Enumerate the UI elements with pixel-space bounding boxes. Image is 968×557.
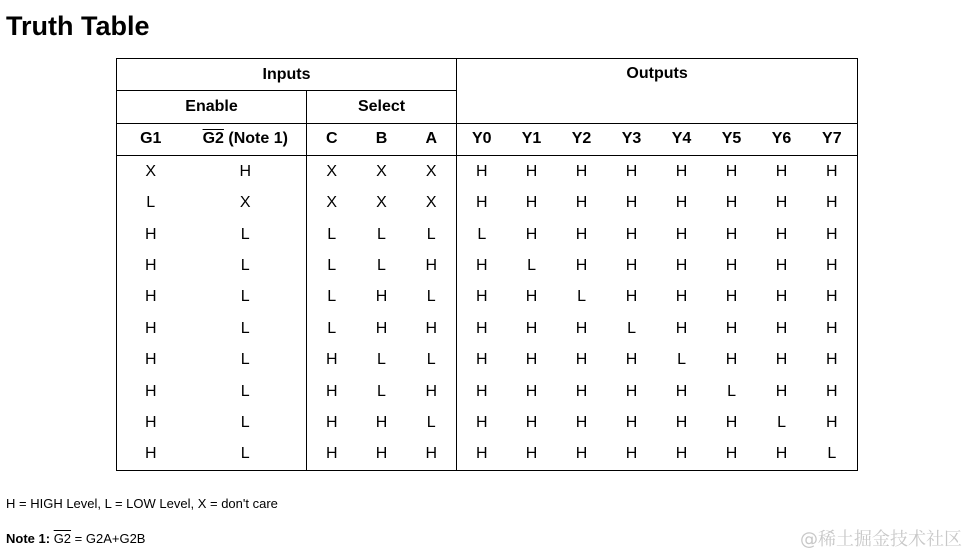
table-cell: H [575,194,588,212]
table-cell: H [375,413,388,431]
table-cell: X [185,188,307,219]
table-cell: H [725,225,738,243]
table-row [117,439,858,471]
table-cell: H [375,288,388,306]
table-cell: L [407,407,457,438]
table-row [117,282,858,313]
table-body [117,156,858,471]
outputs-header: Outputs [457,59,858,124]
table-cell: H [525,225,538,243]
table-cell: H [475,162,488,180]
table-cell: H [407,250,457,281]
note-g2-overline: G2 [53,531,72,546]
table-cell: H [625,351,638,369]
table-cell: H [375,319,388,337]
table-cell: L [727,382,736,400]
table-cell: H [775,225,788,243]
table-cell: L [327,319,337,337]
table-cell: H [775,382,788,400]
table-cell: H [144,413,157,431]
table-cell: L [327,225,337,243]
table-row [117,219,858,250]
table-cell: X [376,162,387,180]
table-cell: H [625,382,638,400]
table-cell: H [775,288,788,306]
table-cell: H [575,319,588,337]
table-cell: H [475,351,488,369]
table-cell: H [775,319,788,337]
table-cell: L [407,219,457,250]
table-cell: H [826,194,838,212]
table-cell: H [575,225,588,243]
table-cell: H [525,288,538,306]
table-cell: H [525,194,538,212]
table-cell: H [407,313,457,344]
table-cell: X [407,188,457,219]
table-row [117,250,858,281]
table-cell: L [527,257,536,275]
table-cell: H [525,162,538,180]
table-cell: H [325,382,338,400]
table-row [117,407,858,438]
table-cell: H [625,162,638,180]
table-cell: L [377,351,386,369]
table-cell: L [185,313,307,344]
table-cell: H [475,288,488,306]
table-cell: L [185,219,307,250]
table-cell: H [675,257,688,275]
table-cell: H [775,445,788,463]
table-cell: H [826,162,838,180]
note-1 [6,530,145,548]
table-cell: H [725,162,738,180]
table-cell: L [777,413,786,431]
table-cell: H [725,288,738,306]
col-y2: Y2 [557,123,607,155]
table-cell: X [145,162,157,180]
table-cell: H [525,319,538,337]
table-cell: H [775,351,788,369]
table-cell: H [675,288,688,306]
table-row [117,376,858,407]
table-cell: H [375,445,388,463]
table-cell: H [144,225,157,243]
table-row [117,313,858,344]
table-cell: H [725,413,738,431]
table-cell: L [407,282,457,313]
table-cell: H [525,413,538,431]
table-cell: L [185,250,307,281]
watermark: @稀土掘金技术社区 [800,529,962,550]
enable-header: Enable [117,91,307,123]
table-cell: H [575,413,588,431]
table-cell: H [826,225,838,243]
table-cell: L [677,351,686,369]
note-label: Note 1: [6,531,51,546]
table-cell: H [575,257,588,275]
table-cell: L [377,257,386,275]
table-cell: H [475,445,488,463]
table-row [117,188,858,219]
table-cell: L [827,445,837,463]
table-cell: L [377,382,386,400]
table-cell: H [525,445,538,463]
table-cell: H [144,351,157,369]
table-cell: X [407,156,457,188]
table-cell: H [325,413,338,431]
table-cell: L [327,257,337,275]
table-cell: H [675,162,688,180]
inputs-header: Inputs [117,59,457,91]
table-cell: H [625,413,638,431]
table-cell: H [475,257,488,275]
table-cell: H [675,413,688,431]
table-row [117,156,858,188]
table-cell: L [185,282,307,313]
truth-table [116,58,858,471]
g2-overline-label: G2 [202,130,224,148]
table-cell: H [725,257,738,275]
table-cell: H [625,257,638,275]
table-cell: H [144,288,157,306]
table-cell: H [725,194,738,212]
table-cell: H [725,445,738,463]
page-title: Truth Table [6,11,150,41]
col-y1: Y1 [507,123,557,155]
col-b: B [357,123,407,155]
col-g2 [185,123,307,155]
col-y3: Y3 [607,123,657,155]
table-cell: X [326,162,338,180]
table-cell: H [625,288,638,306]
col-y0: Y0 [457,123,507,155]
table-cell: H [325,445,338,463]
table-cell: L [377,225,386,243]
table-cell: H [775,194,788,212]
table-cell: H [144,382,157,400]
table-cell: L [327,288,337,306]
table-cell: L [407,345,457,376]
table-cell: H [775,162,788,180]
table-cell: H [826,257,838,275]
table-cell: H [525,351,538,369]
table-cell: H [775,257,788,275]
table-cell: H [625,225,638,243]
table-cell: H [575,351,588,369]
table-cell: H [575,382,588,400]
note-rest: = G2A+G2B [71,531,146,546]
table-cell: L [627,319,636,337]
g2-note-label: (Note 1) [223,130,288,148]
col-g1: G1 [117,123,185,155]
table-cell: H [575,162,588,180]
table-cell: H [675,225,688,243]
table-cell: L [185,439,307,471]
table-row [117,345,858,376]
col-y5: Y5 [707,123,757,155]
table-cell: H [675,194,688,212]
table-cell: H [826,382,838,400]
table-cell: H [475,319,488,337]
col-y4: Y4 [657,123,707,155]
table-cell: H [725,351,738,369]
table-cell: H [575,445,588,463]
table-cell: H [325,351,338,369]
col-y6: Y6 [757,123,807,155]
table-cell: H [475,194,488,212]
table-cell: L [577,288,586,306]
col-a: A [407,123,457,155]
table-cell: H [144,257,157,275]
table-cell: H [407,439,457,471]
table-cell: H [826,413,838,431]
table-cell: H [144,319,157,337]
table-cell: H [407,376,457,407]
table-cell: H [625,445,638,463]
table-cell: H [826,288,838,306]
table-cell: L [185,376,307,407]
table-cell: H [625,194,638,212]
col-c: C [307,123,357,155]
col-y7: Y7 [807,123,858,155]
table-cell: H [475,413,488,431]
table-cell: H [185,156,307,188]
table-cell: L [477,225,487,243]
table-cell: H [675,382,688,400]
table-cell: H [475,382,488,400]
table-cell: H [144,445,157,463]
table-cell: H [675,319,688,337]
table-cell: H [826,319,838,337]
table-cell: X [326,194,338,212]
table-cell: H [675,445,688,463]
table-cell: L [185,407,307,438]
table-cell: X [376,194,387,212]
table-cell: L [146,194,156,212]
table-cell: H [525,382,538,400]
table-cell: H [725,319,738,337]
table-cell: H [826,351,838,369]
table-cell: L [185,345,307,376]
legend-text: H = HIGH Level, L = LOW Level, X = don't care [6,496,278,511]
select-header: Select [307,91,457,123]
